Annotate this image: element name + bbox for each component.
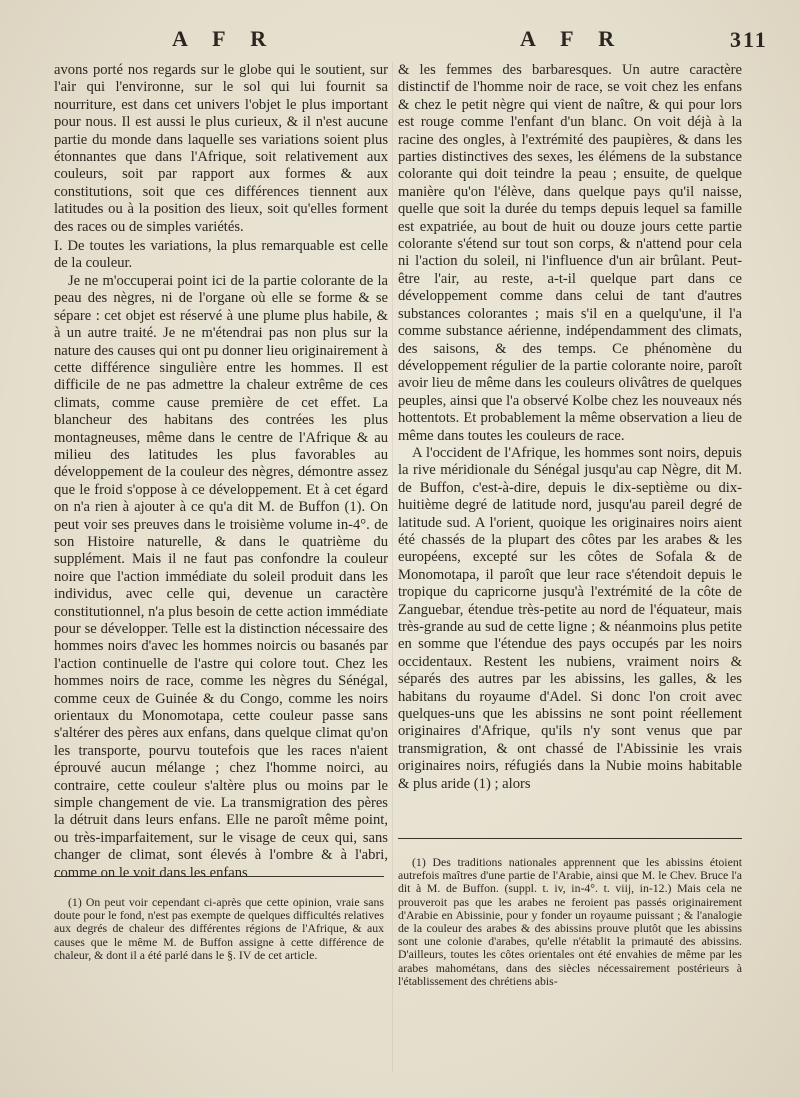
left-footnote-text: (1) On peut voir cependant ci-après que cette opinion, vraie sans doute pour le fond, n'est pas exempte de quelques difficultés relatives aux degrés de chaleur des différentes régions de l'Afrique, & aux causes que le même M. de Buffon assigne à cette différence de chaleur, & dont il a été parlé dans le §. IV de cet article. bbox=[54, 895, 384, 962]
left-column bbox=[54, 62, 388, 882]
right-footnote-text: (1) Des traditions nationales apprennent que les abissins étoient autrefois maîtres d'une partie de l'Arabie, ainsi que M. le Chev. Bruce l'a dit à M. de Buffon. (suppl. t. iv, in-4°. t. viij, in-12.) Mais cela ne prouveroit pas que les arabes ne feroient pas passés originairement d'Arabie en Abissinie, pour y fonder un royaume puissant ; & l'analogie de la couleur des arabes & des abissins prouve plutôt que les abissins sont une colonie d'arabes, qu'elle n'établit la primauté des abissins. D'ailleurs, toutes les côtes orientales ont été envahies de même par les arabes mahométans, dans des siècles nécessairement postérieurs à l'établissement des chrétiens abis- bbox=[398, 855, 742, 988]
left-section-heading: I. De toutes les variations, la plus remarquable est celle de la couleur. bbox=[54, 238, 388, 272]
left-paragraph-1: avons porté nos regards sur le globe qui le soutient, sur l'air qui l'environne, sur le sol qui lui fournit sa nourriture, est dans cet univers l'objet le plus important pour nous. Il est aussi le plus curieux, & il n'est aucune partie du monde dans laquelle ses variations soient plus étonnantes que dans l'Afrique, soit relativement aux couleurs, soit par rapport aux formes & aux constitutions, soit que ces différences tiennent aux latitudes ou à la position des lieux, soit qu'elles forment des races ou de simples variétés. bbox=[54, 62, 388, 235]
left-paragraph-2: Je ne m'occuperai point ici de la partie colorante de la peau des nègres, ni de l'organe où elle se forme & se sépare : cet objet est réservé à une plume plus habile, & à un autre traité. Je ne m'étendrai pas non plus sur la nature des causes qui ont pu donner lieu originairement à cette différence singulière entre les hommes. Il est difficile de ne pas admettre la chaleur extrême de ces climats, comme cause première de cet effet. La blancheur des habitans des contrées les plus montagneuses, même dans le centre de l'Afrique & au milieu des latitudes les plus favorables au développement de la couleur des nègres, démontre assez que le froid s'oppose à ce développement. Et à cet égard on n'a rien à ajouter à ce qu'a dit M. de Buffon (1). On peut voir ses preuves dans le troisième volume in-4°. de son Histoire naturelle, & dans le quatrième du supplément. Mais il ne faut pas confondre la couleur noire que l'action immédiate du soleil produit dans les individus, avec celle qui, devenue un caractère constitutionnel, n'a plus besoin de cette action immédiate pour se développer. Telle est la distinction nécessaire des hommes noirs d'avec les hommes noircis ou basanés par l'action continuelle de l'astre qui colore tout. Chez les hommes noirs de race, comme les nègres du Sénégal, comme ceux de Guinée & du Congo, comme les noirs orientaux du Monomotapa, cette couleur passe sans s'altérer des pères aux enfans, dans quelque climat qu'on les transporte, pourvu toutefois que les races n'aient éprouvé aucun mélange ; chez l'homme noirci, au contraire, cette couleur s'altère plus ou moins par le simple changement de vie. La transmigration des pères la détruit dans leurs enfans. Elle ne paroît même point, ou très-imparfaitement, sur le visage de ceux qui, sans changer de climat, sont élevés à l'ombre & à l'abri, comme on le voit dans les enfans bbox=[54, 272, 388, 881]
footnote-rule-left bbox=[54, 876, 384, 877]
column-gutter bbox=[392, 62, 393, 1072]
running-head-right: A F R bbox=[520, 26, 625, 51]
right-paragraph-1: & les femmes des barbaresques. Un autre caractère distinctif de l'homme noir de race, se voit chez les enfans & chez le petit nègre qui vient de naître, & qui pour lors est rouge comme l'enfant d'un blanc. On voit déjà à la racine des ongles, à l'extrémité des paupières, & dans les parties distinctives des sexes, les élémens de la substance colorante qui doit teindre la peau ; ensuite, de quelque manière qu'on l'élève, dans quelque pays qu'il naisse, quelle que soit la durée du temps depuis lequel sa famille est expatriée, au bout de huit ou douze jours cette partie colorante s'étend sur tout son corps, & n'attend pour cela ni l'action du soleil, ni l'influence d'un air brûlant. Peut-être l'air, au reste, a-t-il quelque part dans ce développement comme dans celui de tant d'autres substances colorantes ; mais s'il en a quelqu'une, il l'a comme substance aérienne, indépendamment des climats, des saisons, & des temps. Ce phénomène du développement régulier de la partie colorante noire, paroît avoir lieu de même dans les couleurs olivâtres de quelques peuples, ainsi que l'a observé Kolbe chez les nouveaux nés hottentots. Et probablement la même observation a lieu de même dans toutes les couleurs de race. bbox=[398, 62, 742, 444]
running-head-left: A F R bbox=[172, 26, 277, 51]
footnote-rule-right bbox=[398, 838, 742, 839]
left-footnote bbox=[54, 896, 384, 962]
page-number: 311 bbox=[730, 27, 768, 52]
right-footnote bbox=[398, 856, 742, 988]
right-paragraph-2: A l'occident de l'Afrique, les hommes sont noirs, depuis la rive méridionale du Sénégal jusqu'au cap Nègre, dit M. de Buffon, c'est-à-dire, depuis le dix-septième ou dix-huitième degré de latitude nord, jusqu'au pareil degré de latitude sud. A l'orient, quoique les originaires noirs aient été chassés de la plupart des côtes par les arabes & les européens, excepté sur les côtes de Sofala & de Monomotapa, il paroît que leur race s'étendoit depuis le tropique du capricorne jusqu'à l'extrémité de la côte de Zanguebar, étendue très-petite au nord de l'équateur, mais très-grande au sud de cette ligne ; & néanmoins plus petite en somme que l'étendue des pays occupés par les noirs occidentaux. Restent les nubiens, vraiment noirs & séparés des autres par les abissins, les galles, & les habitans du royaume d'Adel. Si donc l'on croit avec quelques-uns que les abissins ne sont point réellement originaires d'Afrique, qu'ils n'y sont venus que par transmigration, & ont chassé de l'Abissinie les vrais originaires noirs, réfugiés dans la Nubie moins habitable & plus aride (1) ; alors bbox=[398, 444, 742, 792]
right-column bbox=[398, 62, 742, 793]
